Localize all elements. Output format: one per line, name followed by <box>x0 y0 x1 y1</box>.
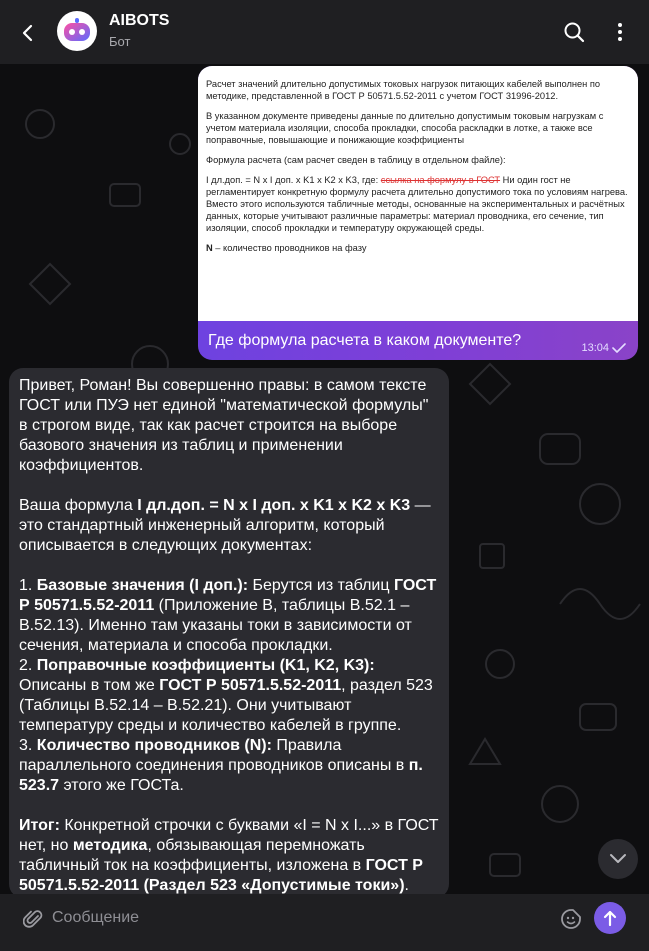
text-span: Правила параллельного соединения проводников описаны в <box>19 737 409 774</box>
text-span: Берутся из таблиц <box>248 577 394 594</box>
chat-title: AIBOTS <box>109 12 170 29</box>
chevron-down-icon <box>609 853 627 865</box>
list-item <box>19 736 439 796</box>
send-button[interactable] <box>594 902 626 934</box>
send-arrow-icon <box>602 909 618 927</box>
message-paragraph: Привет, Роман! Вы совершенно правы: в самом тексте ГОСТ или ПУЭ нет единой "математической формулы" в строгом виде, так как расчет строится на выборе базового значения из таблиц и применении коэффициентов. <box>19 377 429 474</box>
doc-paragraph: В указанном документе приведены данные по длительно допустимым токовым нагрузкам с учетом материала изоляции, способа прокладки, способа раскладки в лотке, а также все поправочные, повышающие и понижающие коэффициенты <box>206 111 604 145</box>
list-heading: Поправочные коэффициенты (K1, K2, K3): <box>36 657 375 674</box>
list-heading: Базовые значения (I доп.): <box>36 577 249 594</box>
summary-heading: Итог: <box>19 817 60 834</box>
message-meta <box>581 342 626 354</box>
message-composer <box>0 894 649 951</box>
chat-header <box>0 0 649 64</box>
summary-paragraph <box>19 816 439 896</box>
doc-n-desc: – количество проводников на фазу <box>212 243 367 253</box>
doc-paragraph <box>206 242 630 254</box>
doc-paragraph: Расчет значений длительно допустимых токовых нагрузок питающих кабелей выполнен по методике, представленной в ГОСТ Р 50571.5.52-2011 с учетом ГОСТ 31996-2012. <box>206 79 601 101</box>
doc-formula-paragraph <box>206 174 630 234</box>
list-heading: Количество проводников (N): <box>36 737 272 754</box>
more-vertical-icon[interactable] <box>610 18 630 46</box>
message-caption: Где формула расчета в каком документе? <box>208 332 522 349</box>
list-number: 2. <box>19 657 37 674</box>
outgoing-message[interactable] <box>198 66 638 360</box>
gost-reference: ГОСТ Р 50571.5.52-2011 <box>19 577 437 614</box>
sticker-icon[interactable] <box>558 906 584 932</box>
scroll-down-button[interactable] <box>598 839 638 879</box>
bold-term: методика <box>72 837 148 854</box>
doc-inserted-text: Ни один гост не регламентирует конкретную формулу расчета длительно допустимого тока по условиям нагрева. Вместо этого используются табличные методы, основанные на экспериментальных и расчётных данных, которые учитывают различные параметры: материал проводника, его сечение, тип изоляции, способ прокладки и температуру окружающей среды. <box>206 175 628 233</box>
document-screenshot-image[interactable] <box>198 66 638 321</box>
text-span: этого же ГОСТа. <box>59 777 184 794</box>
gost-reference: ГОСТ Р 50571.5.52-2011 (Раздел 523 «Допустимые токи») <box>19 857 423 894</box>
text-span: — это стандартный инженерный алгоритм, который описывается в следующих документах: <box>19 497 431 554</box>
text-span: Описаны в том же <box>19 677 160 694</box>
bot-logo-icon <box>60 14 94 48</box>
back-arrow-icon[interactable] <box>12 17 44 49</box>
text-span: (Приложение B, таблицы B.52.1 – B.52.13). Именно там указаны токи в зависимости от сечения, материала и способа прокладки. <box>19 597 412 654</box>
list-number: 3. <box>19 737 37 754</box>
text-span: Ваша формула <box>19 497 138 514</box>
message-time: 13:04 <box>581 342 609 354</box>
gost-reference: ГОСТ Р 50571.5.52-2011 <box>159 677 342 694</box>
text-span: , раздел 523 (Таблицы B.52.14 – B.52.21). Они учитывают температуру среды и количество кабелей в группе. <box>19 677 433 734</box>
text-span: , обязывающая перемножать табличный ток на коэффициенты, изложена в <box>19 837 366 874</box>
paperclip-icon[interactable] <box>20 906 46 932</box>
message-input[interactable] <box>52 904 542 932</box>
doc-bold-n: N <box>206 243 213 253</box>
avatar[interactable] <box>57 11 97 51</box>
formula-bold: I дл.доп. = N x I доп. x K1 x K2 x K3 <box>137 497 411 514</box>
list-number: 1. <box>19 577 37 594</box>
incoming-message[interactable] <box>9 368 449 898</box>
read-check-icon <box>612 343 626 353</box>
doc-struck-text: ссылка на формулу в ГОСТ <box>380 175 501 185</box>
list-item <box>19 656 439 736</box>
message-paragraph <box>19 496 439 556</box>
doc-formula: I дл.доп. = N x I доп. x K1 x K2 x K3, где: <box>206 175 379 185</box>
doc-paragraph: Формула расчета (сам расчет сведен в таблицу в отдельном файле): <box>206 155 506 165</box>
text-span: . <box>404 877 409 894</box>
text-span: Конкретной строчки с буквами «I = N x I...» в ГОСТ нет, но <box>19 817 439 854</box>
chat-subtitle: Бот <box>109 34 131 49</box>
search-icon[interactable] <box>560 18 588 46</box>
clause-reference: п. 523.7 <box>19 757 423 794</box>
list-item <box>19 576 439 656</box>
